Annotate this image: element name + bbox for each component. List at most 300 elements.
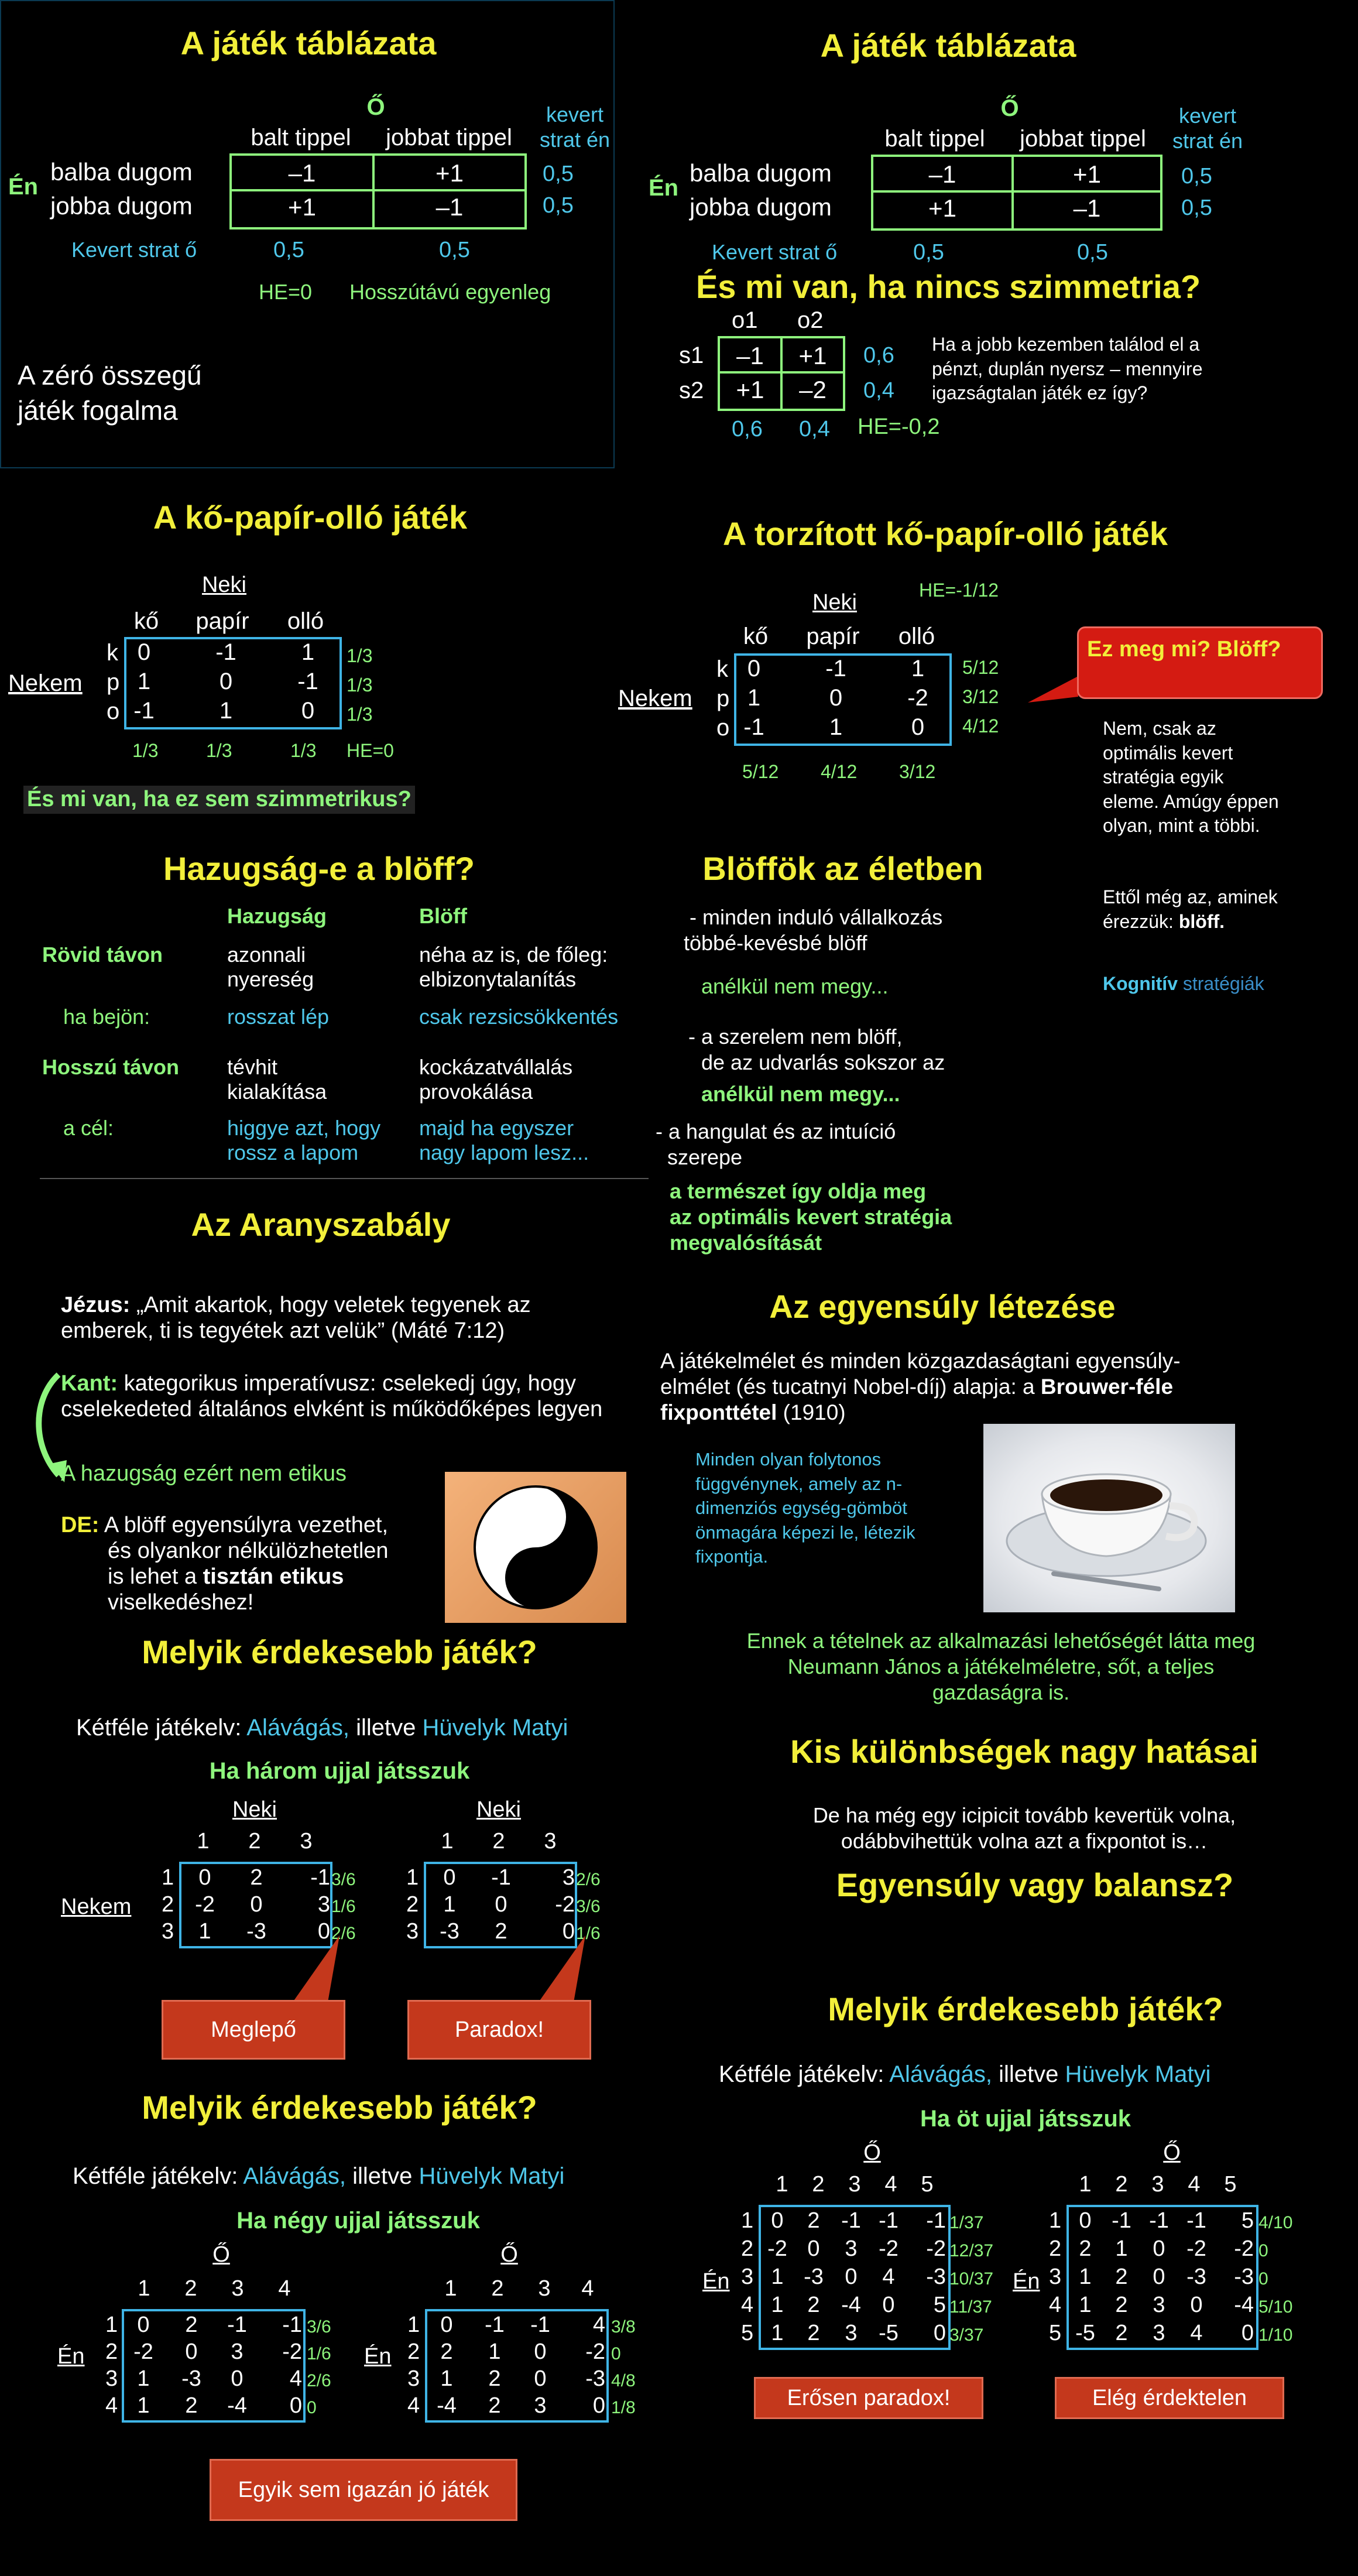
matrix-cell: 0 [198,1865,211,1890]
slide-title: Az Aranyszabály [191,1206,451,1243]
col-header: kő [133,608,159,634]
row-mix-value: 0 [307,2398,317,2417]
slide-title: A torzított kő-papír-olló játék [722,515,1168,552]
col-header: 2 [491,2276,504,2301]
player-en-label: Én [364,2344,392,2369]
col-mix-value: 1/3 [290,740,317,761]
row-mix-value: 11/37 [949,2297,992,2317]
row-mix-value: 12/37 [949,2241,994,2260]
neumann-line: Neumann János a játékelméletre, sőt, a teljes [787,1654,1215,1678]
matrix-cell: -1 [530,2313,550,2337]
expected-value-note: Hosszútávú egyenleg [349,280,551,304]
col-header: olló [287,608,324,634]
cell-text: kialakítása [227,1080,327,1104]
row-header: 1 [406,1865,419,1890]
col-header: 5 [1224,2172,1237,2197]
principle-line: Kétféle játékelv: Alávágás, illetve Hüvelyk Matyi [719,2061,1211,2087]
row-if-success: ha bejön: [63,1005,150,1029]
principle-line: Kétféle játékelv: Alávágás, illetve Hüvelyk Matyi [73,2163,565,2189]
col-mix-value: 0,6 [732,417,763,441]
col-header: papír [196,608,249,634]
matrix-cell: -2 [555,1892,575,1917]
kant-line: cselekedeted általános elvként is működőképes legyen [61,1397,603,1421]
brouwer-line: fixponttétel (1910) [660,1400,846,1424]
matrix-cell: –1 [435,193,464,221]
row-mix-value: 3/12 [962,686,999,707]
col-mix-value: 0,5 [913,240,944,265]
col-header: 1 [441,1829,454,1854]
neither-good-button[interactable]: Egyik sem igazán jó játék [210,2459,517,2521]
row-header: 2 [406,1892,419,1917]
row-mix-value: 3/6 [307,2317,331,2337]
player-en-label: Én [57,2344,85,2369]
matrix-cell: 1 [440,2366,453,2391]
row-goal: a cél: [63,1116,114,1140]
payoff-matrix [1066,2205,1258,2350]
matrix-cell: 2 [807,2293,820,2317]
col-header-1: balt tippel [884,126,985,152]
cell-text: nyereség [227,967,314,991]
matrix-cell: 3 [1153,2321,1165,2345]
player-nekem-label: Nekem [618,686,692,711]
slide-asymmetric [644,0,1329,468]
col-mix-value: 0,4 [799,417,830,441]
life-line: megvalósítását [670,1231,822,1255]
matrix-cell: 2 [488,2393,501,2418]
slide-title: Kis különbségek nagy hatásai [790,1733,1258,1770]
col-header: 1 [776,2172,788,2197]
matrix-cell: 1 [301,639,315,665]
matrix-cell: 4 [592,2313,605,2337]
zero-sum-text: A zéró összegű játék fogalma [18,360,202,426]
asymmetry-note: Ha a jobb kezemben találod el a pénzt, duplán nyersz – mennyire igazságtalan játék ez így? [932,334,1203,404]
matrix-cell: 2 [440,2339,453,2364]
matrix-cell: 1 [443,1892,456,1917]
slide-bluffs-in-life [650,825,1024,1270]
row-header: 3 [162,1919,174,1944]
row-mix-value: 0 [1258,2241,1268,2260]
row-mix-value: 0,5 [1181,164,1212,189]
subtitle: És mi van, ha nincs szimmetria? [695,268,1201,305]
row-header: 1 [741,2208,754,2233]
col-header-1: balt tippel [251,125,351,150]
row-header: 3 [741,2265,754,2289]
matrix-cell: -3 [1186,2265,1206,2289]
matrix-cell: 1 [219,698,233,724]
slide-title: A játék táblázata [820,27,1076,64]
row-header: 2 [1049,2236,1062,2261]
row-header: 2 [105,2339,118,2364]
row-header: o [107,698,120,724]
col-mix-value: 0,5 [273,238,304,262]
matrix-cell: 4 [1190,2321,1203,2345]
matrix-cell: -2 [195,1892,215,1917]
col-header-2: jobbat tippel [386,125,512,150]
player-o-label: Ő [1000,95,1019,121]
rather-boring-button[interactable]: Elég érdektelen [1055,2377,1284,2419]
row-header: 5 [741,2321,754,2345]
strongly-paradox-button[interactable]: Erősen paradox! [754,2377,983,2419]
slide-equilibrium-existence [650,1270,1358,1715]
slide-title: Az egyensúly létezése [769,1288,1116,1325]
matrix-cell: 0 [301,698,315,724]
row-mix-value: 2/6 [576,1870,601,1889]
cell-text: csak rezsicsökkentés [419,1005,619,1029]
row-header: 2 [162,1892,174,1917]
jesus-quote-line: Jézus: „Amit akartok, hogy veletek tegyenek az [61,1293,531,1317]
bluff-line: DE: A blöff egyensúlyra vezethet, [61,1513,389,1537]
matrix-cell: 0 [845,2265,858,2289]
matrix-cell: 0 [1153,2236,1165,2261]
matrix-cell: -3 [926,2265,946,2289]
matrix-cell: 2 [488,2366,501,2391]
surprising-button[interactable]: Meglepő [162,2000,345,2060]
matrix-cell: 0 [1079,2208,1092,2233]
row-mix-value: 1/6 [307,2344,331,2363]
slide-rock-paper-scissors [0,474,644,837]
matrix-cell: -2 [1234,2236,1254,2261]
matrix-cell: -1 [825,656,846,681]
matrix-cell: 1 [198,1919,211,1944]
matrix-cell: 0 [807,2236,820,2261]
life-line: anélkül nem megy... [701,1082,900,1106]
row-header: p [107,669,120,695]
matrix-cell: 1 [747,685,761,711]
col-header: 2 [184,2276,197,2301]
row-header: 3 [105,2366,118,2391]
row-header: 5 [1049,2321,1062,2345]
col-header-bluff: Blöff [419,904,467,928]
small-diff-line: De ha még egy icipicit tovább kevertük volna, [812,1803,1236,1827]
matrix-cell: 2 [1115,2293,1128,2317]
matrix-cell: -1 [1149,2208,1169,2233]
matrix-cell: 0 [933,2321,946,2345]
col-header: 3 [848,2172,861,2197]
coffee-cup-image [983,1424,1235,1612]
cell-text: majd ha egyszer [419,1116,574,1140]
matrix-cell: -1 [297,669,318,694]
col-header: kő [743,624,769,649]
life-line: - minden induló vállalkozás [690,905,943,929]
bluff-line: és olyankor nélkülözhetetlen [108,1539,389,1563]
row-long-term: Hosszú távon [42,1055,180,1079]
matrix-cell: 0 [250,1892,263,1917]
variant-subtitle: Ha öt ujjal játsszuk [920,2106,1131,2132]
player-o-label: Ő [863,2140,881,2165]
slide-five-fingers [685,1938,1358,2453]
slide-title: Melyik érdekesebb játék? [142,2089,537,2126]
col-header: 2 [812,2172,825,2197]
row-short-term: Rövid távon [42,943,163,967]
row-header: p [716,686,730,711]
matrix-cell: 0 [911,714,925,740]
row-mix-value: 4/12 [962,715,999,737]
col-header: 3 [1151,2172,1164,2197]
matrix-cell: -2 [926,2236,946,2261]
col-header-lie: Hazugság [227,904,327,928]
col-header: 4 [581,2276,594,2301]
matrix-cell: 1 [1079,2293,1092,2317]
matrix-cell: 0 [829,685,843,711]
matrix-cell: -1 [841,2208,861,2233]
variant-subtitle: Ha négy ujjal játsszuk [236,2208,480,2234]
row-header-1: balba dugom [690,159,832,187]
matrix-cell: -2 [282,2339,302,2364]
col-header: 4 [1188,2172,1201,2197]
player-o-label: Ő [212,2242,230,2267]
row-mix-value: 0,5 [1181,196,1212,220]
row-mix-value: 10/37 [949,2269,994,2289]
slide-title: Melyik érdekesebb játék? [828,1991,1223,2027]
life-line: többé-kevésbé blöff [684,931,867,955]
col-header: 1 [138,2276,150,2301]
row-mix-value: 4/10 [1258,2213,1293,2232]
col-header: 4 [278,2276,291,2301]
matrix-cell: 2 [1115,2265,1128,2289]
col-mix-value: 0,5 [1077,240,1108,265]
slide-title: Melyik érdekesebb játék? [142,1633,537,1670]
payoff-matrix [229,153,527,229]
theorem-box: Minden olyan folytonos függvénynek, amely az n-dimenziós egység-gömböt önmagára képezi le, létezik fixpontja. [695,1449,915,1567]
row-mix-value: 3/37 [949,2325,984,2345]
matrix-cell: -1 [310,1865,330,1890]
cell-text: higgye azt, hogy [227,1116,381,1140]
col-header: 1 [197,1829,210,1854]
matrix-cell: -1 [227,2313,247,2337]
col-mix-label: Kevert strat ő [712,240,838,264]
cell-text: néha az is, de főleg: [419,943,608,967]
matrix-cell: +1 [1073,160,1101,188]
matrix-cell: -1 [926,2208,946,2233]
row-header: 1 [407,2313,420,2337]
matrix-cell: -1 [743,714,764,740]
matrix-cell: 1 [1115,2236,1128,2261]
principle-line: Kétféle játékelv: Alávágás, illetve Hüvelyk Matyi [76,1715,568,1741]
slide-title: A kő-papír-olló játék [153,499,468,536]
coffee-cup-icon [983,1424,1235,1612]
matrix-cell: -3 [585,2366,605,2391]
matrix-cell: -1 [1186,2208,1206,2233]
col-header: olló [898,624,935,649]
bluff-line: viselkedéshez! [108,1590,254,1615]
matrix-cell: +1 [435,159,464,187]
matrix-cell: 2 [495,1919,507,1944]
bluff-callout: Ez meg mi? Blöff? [1077,626,1323,699]
cognitive-strategies: Kognitív stratégiák [1103,973,1264,994]
matrix-cell: -4 [841,2293,861,2317]
matrix-cell: 3 [562,1865,575,1890]
matrix-cell: 0 [747,656,761,681]
cell-text: azonnali [227,943,306,967]
kant-line: Kant: kategorikus imperatívusz: cselekedj úgy, hogy [61,1371,577,1396]
life-line: az optimális kevert stratégia [670,1205,952,1229]
matrix-cell: 1 [137,669,151,694]
brouwer-line: elmélet (és tucatnyi Nobel-díj) alapja: a Brouwer-féle [660,1375,1174,1399]
matrix-cell: 0 [185,2339,198,2364]
payoff-matrix [759,2205,951,2350]
row-mix-value: 0 [1258,2269,1268,2289]
slide-title: Hazugság-e a blöff? [163,850,475,887]
life-line: anélkül nem megy... [701,974,889,998]
matrix-cell: 2 [185,2313,198,2337]
matrix-cell: 0 [440,2313,453,2337]
player-en-label: Én [702,2269,730,2294]
player-neki-label: Neki [201,573,247,597]
slide-golden-rule [0,1188,650,1651]
row-mix-value: 1/6 [576,1924,601,1943]
row-header: 4 [105,2393,118,2418]
matrix-cell: -2 [133,2339,153,2364]
matrix-cell: 1 [771,2293,784,2317]
variant-subtitle: Ha három ujjal játsszuk [209,1758,470,1784]
slide-title: A játék táblázata [180,25,437,61]
matrix-cell: 3 [231,2339,244,2364]
matrix-cell: -2 [879,2236,899,2261]
brouwer-line: A játékelmélet és minden közgazdaságtani egyensúly- [660,1349,1181,1373]
row-header-2: jobba dugom [50,192,193,220]
col-header: 3 [300,1829,313,1854]
player-neki-label: Neki [232,1797,277,1822]
matrix-cell: 3 [845,2321,858,2345]
matrix-cell: +1 [928,194,956,222]
matrix-cell: -5 [1075,2321,1095,2345]
matrix-cell: 1 [911,656,925,681]
row-mix-value: 3/8 [611,2317,636,2337]
row-header: 2 [741,2236,754,2261]
matrix-cell: +1 [288,193,316,221]
mix-header: kevert strat én [539,102,611,152]
matrix-cell: 2 [1079,2236,1092,2261]
row-mix-value: 3/6 [576,1897,601,1916]
life-line: - a hangulat és az intuíció [656,1119,896,1143]
row-header: 1 [162,1865,174,1890]
life-line: a természet így oldja meg [670,1179,927,1203]
matrix-cell: 2 [807,2208,820,2233]
col-mix-label: Kevert strat ő [71,238,197,262]
col-mix-value: 5/12 [742,761,779,782]
jesus-quote-line: emberek, ti is tegyétek azt velük” (Máté 7:12) [61,1318,505,1343]
row-header: 3 [407,2366,420,2391]
matrix-cell: -2 [767,2236,787,2261]
row-mix-value: 1/6 [331,1897,356,1916]
col-header: 2 [1115,2172,1128,2197]
player-o-label: Ő [366,94,385,120]
row-header: 3 [406,1919,419,1944]
player-o-label: Ő [500,2242,518,2267]
cell-text: elbizonytalanítás [419,967,577,991]
small-diff-line: odábbvihettük volna azt a fixpontot is… [841,1829,1208,1853]
row-mix-value: 2/6 [331,1924,356,1943]
matrix-cell: -3 [440,1919,459,1944]
matrix-cell: 1 [829,714,843,740]
matrix-cell: -1 [485,2313,505,2337]
cell-text: tévhit [227,1055,278,1079]
col-header: 3 [538,2276,551,2301]
payoff-matrix [122,2309,306,2423]
slide-lie-or-bluff [0,825,650,1188]
matrix-cell: -1 [133,698,155,724]
matrix-cell: 2 [185,2393,198,2418]
lie-not-ethical: A hazugság ezért nem etikus [61,1461,347,1486]
cell-text: rossz a lapom [227,1140,359,1164]
row-header: k [107,640,118,666]
col-mix-value: 1/3 [206,740,232,761]
matrix-cell: 3 [1153,2293,1165,2317]
matrix-cell: -1 [879,2208,899,2233]
matrix-cell: -3 [246,1919,266,1944]
row-mix-value: 1/3 [347,674,373,696]
row-header: 1 [1049,2208,1062,2233]
matrix-cell: –1 [736,342,764,369]
matrix-cell: 1 [771,2265,784,2289]
divider [40,1178,649,1179]
matrix-cell: 1 [771,2321,784,2345]
matrix-cell: 0 [562,1919,575,1944]
player-en-label: Én [1013,2269,1040,2294]
row-header: 2 [407,2339,420,2364]
col-header: 3 [544,1829,557,1854]
matrix-cell: 1 [137,2393,150,2418]
matrix-cell: -1 [282,2313,302,2337]
matrix-cell: 5 [1241,2208,1254,2233]
paradox-button[interactable]: Paradox! [407,2000,591,2060]
col-mix-value: 4/12 [821,761,858,782]
matrix-cell: 0 [495,1892,507,1917]
matrix-cell: 2 [1115,2321,1128,2345]
col-header: 1 [1079,2172,1092,2197]
player-nekem-label: Nekem [8,670,83,696]
col-mix-value: 3/12 [899,761,936,782]
cell-text: nagy lapom lesz... [419,1140,589,1164]
matrix-cell: 0 [534,2339,547,2364]
slide-three-fingers [0,1628,667,2073]
payoff-matrix [425,2309,609,2423]
matrix-cell: -1 [1112,2208,1131,2233]
payoff-matrix [871,155,1162,231]
life-line: szerepe [667,1145,743,1169]
matrix-cell: 0 [443,1865,456,1890]
cell-text: rosszat lép [227,1005,330,1029]
matrix-cell: -4 [437,2393,457,2418]
col-header: 2 [248,1829,261,1854]
matrix-cell: 4 [289,2366,302,2391]
subtitle: Egyensúly vagy balansz? [836,1866,1234,1903]
slide-small-differences [685,1715,1358,1938]
matrix-cell: 0 [882,2293,895,2317]
matrix-cell: 0 [1241,2321,1254,2345]
col-header: 1 [444,2276,457,2301]
matrix-cell: –1 [1073,194,1101,222]
row-mix-value: 3/6 [331,1870,356,1889]
matrix-cell: 1 [1079,2265,1092,2289]
col-header-2: jobbat tippel [1020,126,1146,152]
neumann-line: Ennek a tételnek az alkalmazási lehetőségét látta meg [746,1629,1256,1653]
col-header: o2 [797,307,824,333]
row-mix-value: 1/8 [611,2398,636,2417]
row-header: k [716,656,728,682]
bluff-line: is lehet a tisztán etikus [108,1564,344,1589]
row-header: s2 [679,378,704,403]
expected-value: HE=-1/12 [919,580,999,601]
matrix-cell: 1 [488,2339,501,2364]
player-en-label: Én [8,174,39,200]
bluff-note-2: Ettől még az, aminek érezzük: blöff. [1103,886,1278,932]
matrix-cell: -5 [879,2321,899,2345]
matrix-cell: 0 [137,2313,150,2337]
player-en-label: Én [649,175,679,201]
matrix-cell: -3 [181,2366,201,2391]
row-mix-value: 1/37 [949,2213,984,2232]
